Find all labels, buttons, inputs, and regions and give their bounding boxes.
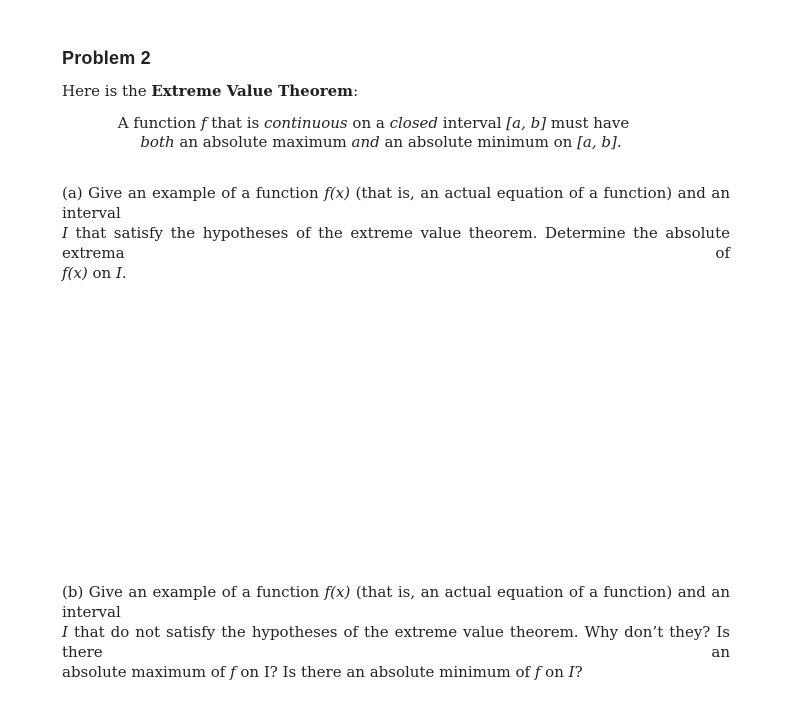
- text: .: [616, 133, 622, 151]
- math-I: I: [62, 224, 68, 242]
- text: (a) Give an example of a function: [62, 184, 325, 202]
- part-b-line-1: [62, 582, 730, 622]
- theorem-name: Extreme Value Theorem: [151, 82, 354, 100]
- text: that is: [206, 114, 264, 132]
- text: (that is, an actual equation of a function) and an interval: [62, 184, 730, 222]
- math-f: f: [230, 663, 236, 681]
- part-b-line-2: [62, 622, 730, 662]
- text: A function: [117, 114, 201, 132]
- part-a-line-1: [62, 183, 730, 223]
- math-f: f: [534, 663, 541, 681]
- text: .: [121, 264, 127, 282]
- text: on: [540, 663, 569, 681]
- part-b-line-3: [62, 662, 730, 682]
- text: interval: [438, 114, 507, 132]
- math-fx: f(x): [62, 264, 88, 282]
- theorem-statement: [62, 114, 730, 152]
- intro-sentence: [62, 81, 358, 101]
- part-a-line-3: [62, 263, 730, 283]
- emphasis-and: and: [351, 133, 380, 151]
- math-interval: [a, b]: [577, 133, 617, 151]
- math-fx: f(x): [324, 583, 351, 601]
- problem-title: Problem 2: [62, 48, 151, 68]
- text: must have: [546, 114, 630, 132]
- theorem-line-1: [62, 114, 730, 133]
- math-interval: [a, b]: [506, 114, 547, 132]
- emphasis-continuous: continuous: [264, 114, 348, 132]
- theorem-line-2: [62, 133, 730, 152]
- text: an absolute minimum on: [379, 133, 578, 151]
- text: on a: [347, 114, 390, 132]
- text: (b) Give an example of a function: [62, 583, 325, 601]
- text: that do not satisfy the hypotheses of the extreme value theorem. Why don’t they? Is there an: [62, 623, 730, 661]
- text: that satisfy the hypotheses of the extreme value theorem. Determine the absolute extrema of: [62, 224, 730, 262]
- math-I: I: [115, 264, 122, 282]
- text: on I? Is there an absolute minimum of: [235, 663, 535, 681]
- math-f: f: [200, 114, 207, 132]
- text: on: [87, 264, 116, 282]
- problem-page: [62, 46, 730, 681]
- text: absolute maximum of: [62, 663, 231, 681]
- math-fx: f(x): [324, 184, 350, 202]
- text: (that is, an actual equation of a function) and an interval: [62, 583, 730, 621]
- part-b-question: [62, 582, 730, 682]
- text: ?: [574, 663, 583, 681]
- part-a-question: [62, 183, 730, 283]
- emphasis-closed: closed: [389, 114, 438, 132]
- math-I: I: [568, 663, 575, 681]
- text: an absolute maximum: [174, 133, 352, 151]
- intro-prefix: Here is the: [62, 82, 152, 100]
- math-I: I: [62, 623, 68, 641]
- part-a-line-2: [62, 223, 730, 263]
- intro-suffix: :: [353, 82, 359, 100]
- emphasis-both: both: [140, 133, 175, 151]
